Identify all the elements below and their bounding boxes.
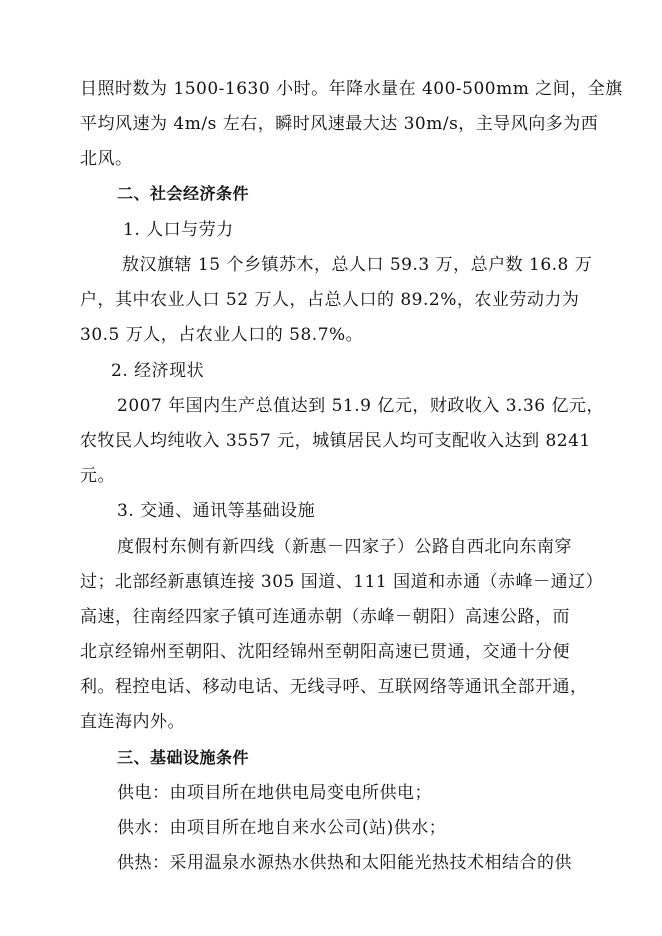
paragraph-line: 日照时数为 1500-1630 小时。年降水量在 400-500mm 之间，全旗 <box>80 79 623 99</box>
subsection-heading: 3. 交通、通讯等基础设施 <box>117 501 316 521</box>
paragraph-line: 北京经锦州至朝阳、沈阳经锦州至朝阳高速已贯通，交通十分便 <box>80 642 570 662</box>
paragraph-line: 直连海内外。 <box>80 712 185 732</box>
paragraph-line: 户，其中农业人口 52 万人，占总人口的 89.2%，农业劳动力为 <box>80 290 580 310</box>
paragraph-line: 北风。 <box>80 149 133 169</box>
paragraph-line: 元。 <box>80 466 115 486</box>
paragraph-line: 供水：由项目所在地自来水公司(站)供水； <box>117 818 447 838</box>
paragraph-line: 30.5 万人，占农业人口的 58.7%。 <box>80 325 364 345</box>
paragraph-line: 过；北部经新惠镇连接 305 国道、111 国道和赤通（赤峰－通辽） <box>80 572 604 592</box>
section-heading: 二、社会经济条件 <box>117 184 250 203</box>
paragraph-line: 高速，往南经四家子镇可连通赤朝（赤峰－朝阳）高速公路，而 <box>80 607 570 627</box>
paragraph-line: 度假村东侧有新四线（新惠－四家子）公路自西北向东南穿 <box>117 537 572 557</box>
paragraph-line: 供电：由项目所在地供电局变电所供电； <box>117 783 432 803</box>
subsection-heading: 2. 经济现状 <box>111 361 205 381</box>
paragraph-line: 利。程控电话、移动电话、无线寻呼、互联网络等通讯全部开通， <box>80 677 588 697</box>
paragraph-line: 农牧民人均纯收入 3557 元，城镇居民人均可支配收入达到 8241 <box>80 431 591 451</box>
subsection-heading: 1. 人口与劳力 <box>123 220 234 240</box>
paragraph-line: 供热：采用温泉水源热水供热和太阳能光热技术相结合的供 <box>117 853 572 873</box>
paragraph-line: 敖汉旗辖 15 个乡镇苏木，总人口 59.3 万，总户数 16.8 万 <box>122 255 593 275</box>
paragraph-line: 2007 年国内生产总值达到 51.9 亿元，财政收入 3.36 亿元， <box>117 396 604 416</box>
section-heading: 三、基础设施条件 <box>117 748 250 767</box>
paragraph-line: 平均风速为 4m/s 左右，瞬时风速最大达 30m/s，主导风向多为西 <box>80 114 599 134</box>
